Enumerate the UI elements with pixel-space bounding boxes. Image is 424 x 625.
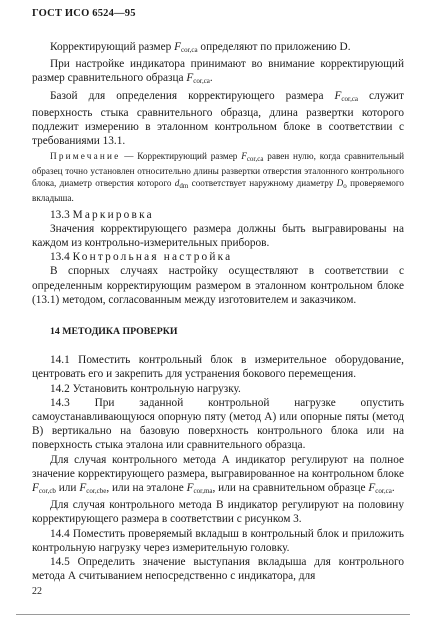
symbol: $F_{cor,cbe}$	[79, 482, 107, 496]
page-header: ГОСТ ИСО 6524—95	[32, 8, 136, 19]
text: служит поверхность стыка сравнительного образца, длина развертки которого подлежит измерению в эталонном контрольном блоке в соответствии с требованиями 13.1.	[32, 89, 404, 148]
note: Примечание — Корректирующий размер $F_{cor,ca}$ равен нулю, когда сравнительный образец точно установлен относительно длины развертки отверстия эталонного контрольного блока, диаметр отверстия которого $d_{dm}$ соответствует наружному диаметру $D_o$ проверяемого вкладыша.	[32, 151, 405, 203]
paragraph: 14.5 Определить значение выступания вкладыша для контрольного метода А считыванием непосредственно с индикатора, для	[32, 556, 404, 583]
paragraph: 14.2 Установить контрольную нагрузку.	[50, 382, 241, 395]
symbol: $F_{cor,ca}$	[174, 41, 198, 54]
text: Базой для определения корректирующего размера	[50, 89, 335, 102]
text: При настройке индикатора принимают во внимание корректирующий размер сравнительного образца	[32, 58, 404, 85]
paragraph: Для случая контрольного метода В индикатор регулируют на половину корректирующего размера в соответствии с рисунком 3.	[32, 499, 404, 526]
text: определяют по приложению D.	[197, 41, 351, 53]
symbol: $F_{cor,ma}$	[186, 482, 213, 496]
paragraph: Для случая контрольного метода А индикатор регулируют на полное значение корректирующего размера, выгравированное на контрольном блоке $F_{cor,cb}$ или $F_{cor,cbe}$, или на эталоне $F_{cor,ma}$, или на сравнительном образце $F_{cor,ca}$.	[32, 453, 404, 496]
note-label: Примечание	[50, 151, 121, 162]
paragraph: Значения корректирующего размера должны быть выгравированы на каждом из контрольно-измерительных приборов.	[32, 222, 404, 250]
symbol: $F_{cor,ca}$	[334, 89, 359, 103]
symbol: $D_o$	[336, 178, 347, 191]
paragraph	[32, 89, 404, 149]
text: Корректирующий размер	[50, 41, 175, 53]
page-number: 22	[32, 586, 42, 597]
symbol: $F_{cor,ca}$	[186, 72, 210, 86]
page-body	[32, 40, 404, 583]
subsection-heading: 13.3 Маркировка	[50, 208, 154, 221]
paragraph	[32, 40, 404, 57]
subsection-heading: 13.4 Контрольная настройка	[50, 251, 233, 264]
page-edge-line	[16, 614, 410, 615]
symbol: $F_{cor,ca}$	[368, 482, 392, 496]
symbol: $F_{cor,ca}$	[241, 151, 264, 164]
paragraph	[32, 57, 404, 88]
section-heading: 14 МЕТОДИКА ПРОВЕРКИ	[50, 326, 178, 338]
paragraph: В спорных случаях настройку осуществляют в соответствии с определенным корректирующим размером в эталонном контрольном блоке (13.1) методом, согласованным между изготовителем и заказчиком.	[32, 265, 404, 306]
paragraph: 14.3 При заданной контрольной нагрузке опустить самоустанавливающуюся опорную пяту (метод А) или опорные пяты (метод В) вертикально на базовую поверхность контрольного блока или на поверхность стыка эталона или сравнительного образца.	[32, 396, 404, 452]
paragraph: 14.1 Поместить контрольный блок в измерительное оборудование, центровать его и закрепить для устранения бокового перемещения.	[32, 354, 404, 381]
symbol: $F_{cor,cb}$	[32, 482, 56, 496]
text: .	[209, 72, 213, 85]
paragraph: 14.4 Поместить проверяемый вкладыш в контрольный блок и приложить контрольную нагрузку через измерительную головку.	[32, 527, 404, 554]
symbol: $d_{dm}$	[174, 178, 189, 191]
